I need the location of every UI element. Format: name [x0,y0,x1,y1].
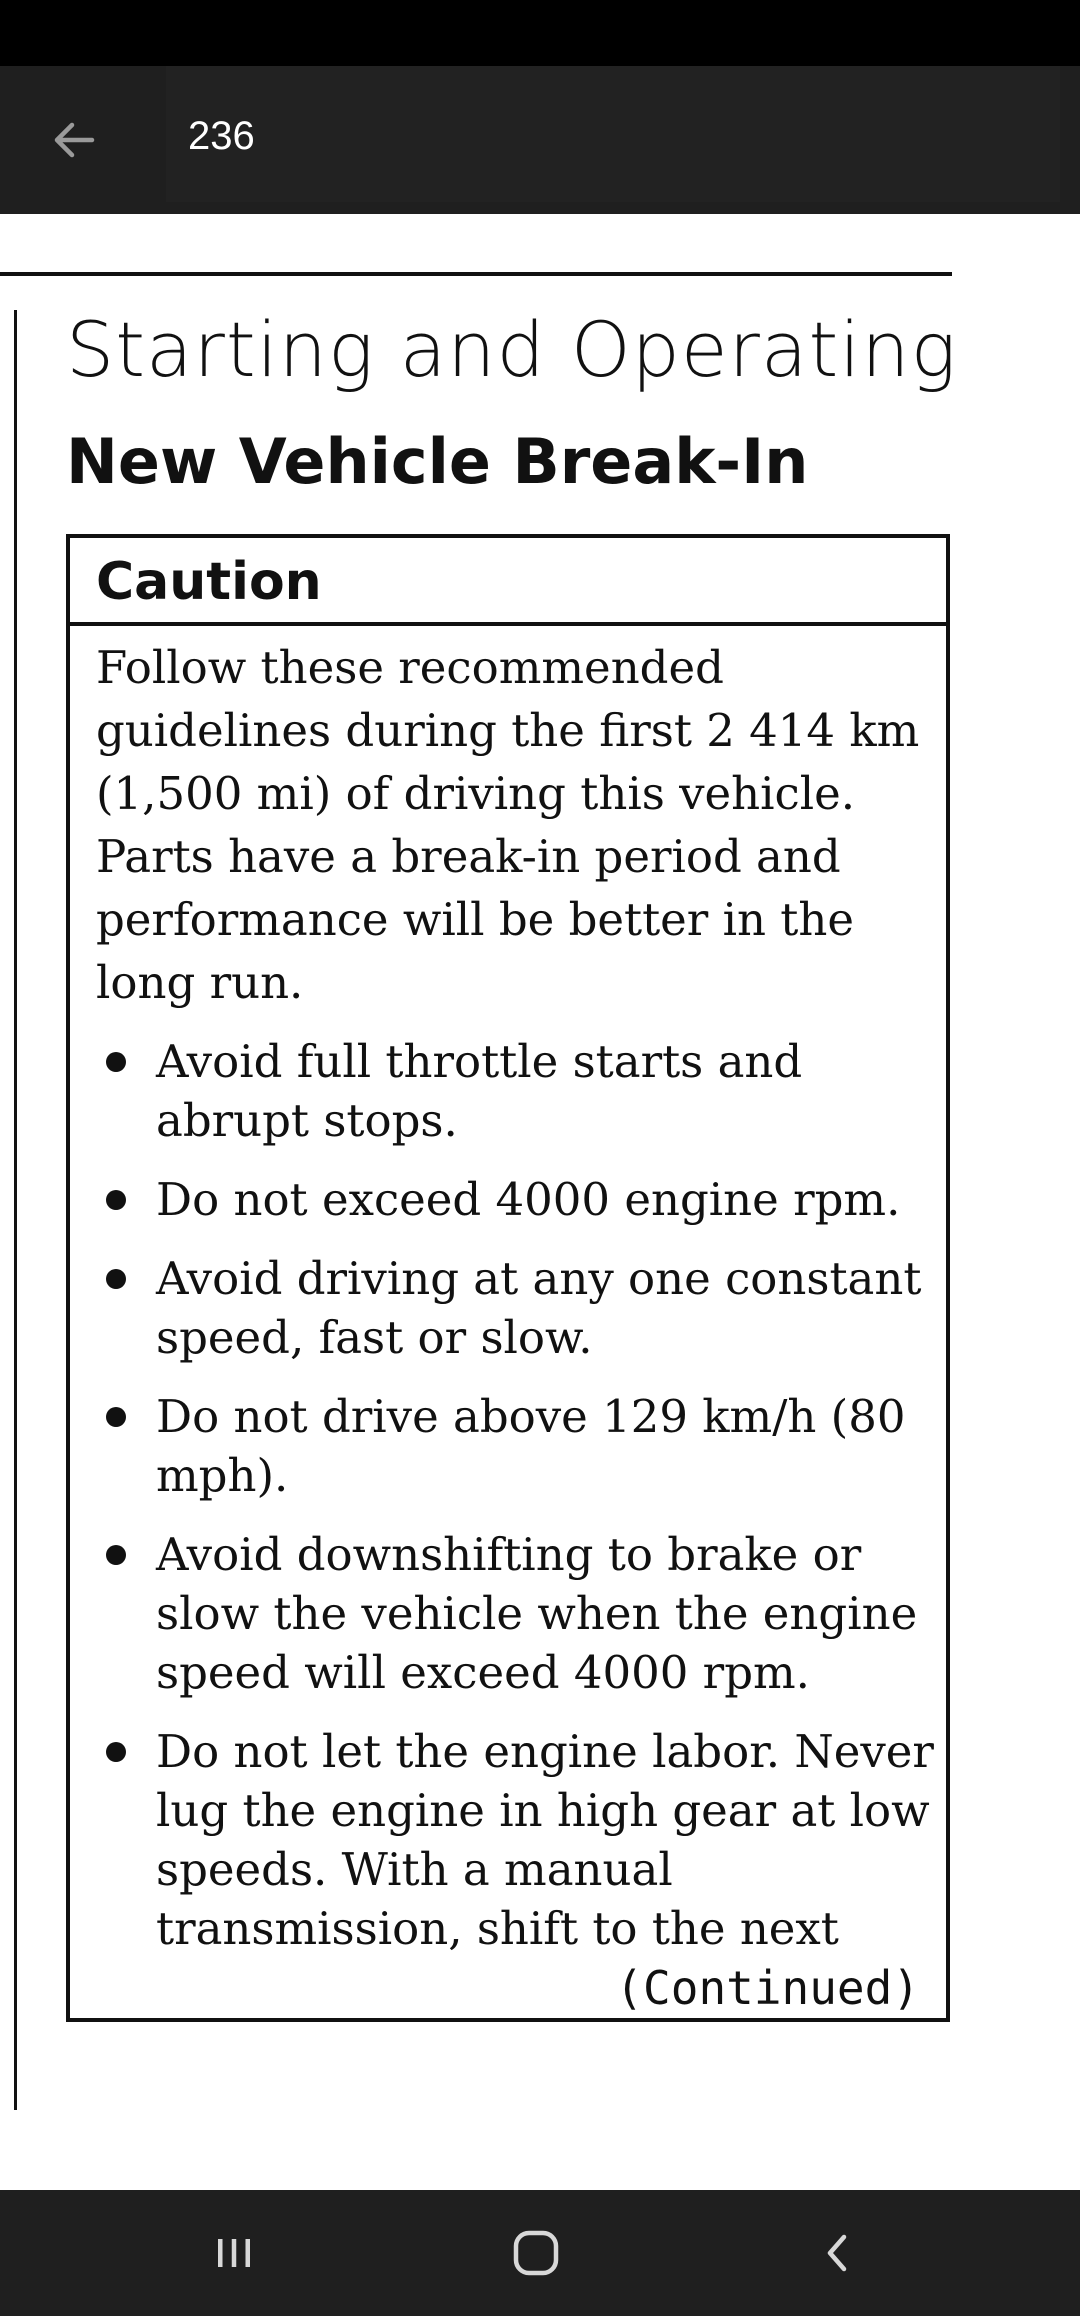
bullet-icon [106,1742,126,1762]
bullet-icon [106,1052,126,1072]
bullet-icon [106,1190,126,1210]
home-button[interactable] [456,2190,616,2316]
list-item [96,1722,936,1958]
bullet-icon [106,1407,126,1427]
list-item-text: Avoid full throttle starts and abrupt stops. [156,1035,803,1147]
recent-apps-button[interactable] [154,2190,314,2316]
title-area [166,66,1060,202]
page-number: 236 [188,114,255,158]
list-item-text: Do not exceed 4000 engine rpm. [156,1173,901,1226]
section-title: Starting and Operating [66,305,958,394]
top-divider [0,272,952,276]
list-item [96,1249,936,1367]
left-margin-rule [14,310,17,2110]
caution-box [66,534,950,2022]
list-item [96,1170,936,1229]
list-item-text: Avoid driving at any one constant speed, fast or slow. [156,1252,922,1364]
bullet-icon [106,1545,126,1565]
list-item-text: Avoid downshifting to brake or slow the vehicle when the engine speed will exceed 4000 rpm. [156,1528,918,1699]
home-icon [504,2221,568,2285]
caution-label: Caution [96,552,322,612]
back-button[interactable] [20,86,128,194]
list-item [96,1032,936,1150]
app-bar [0,66,1080,214]
list-item-text: Do not drive above 129 km/h (80 mph). [156,1390,906,1502]
caution-bullet-list [96,1032,936,1978]
list-item-text: Do not let the engine labor. Never lug the engine in high gear at low speeds. With a manual transmission, shift to the next [156,1725,934,1955]
caution-intro: Follow these recommended guidelines during the first 2 414 km (1,500 mi) of driving this vehicle. Parts have a break-in period and performance will be better in the long run. [96,641,920,1009]
list-item [96,1525,936,1702]
caution-header [70,538,946,626]
bullet-icon [106,1269,126,1289]
chevron-left-icon [808,2223,868,2283]
recent-apps-icon [204,2223,264,2283]
list-item [96,1387,936,1505]
page-heading: New Vehicle Break-In [66,425,809,498]
continued-label: (Continued) [615,1961,920,2015]
status-bar [0,0,1080,66]
system-back-button[interactable] [758,2190,918,2316]
document-viewer[interactable] [0,214,1080,2190]
navigation-bar [0,2190,1080,2316]
arrow-left-icon [46,112,102,168]
